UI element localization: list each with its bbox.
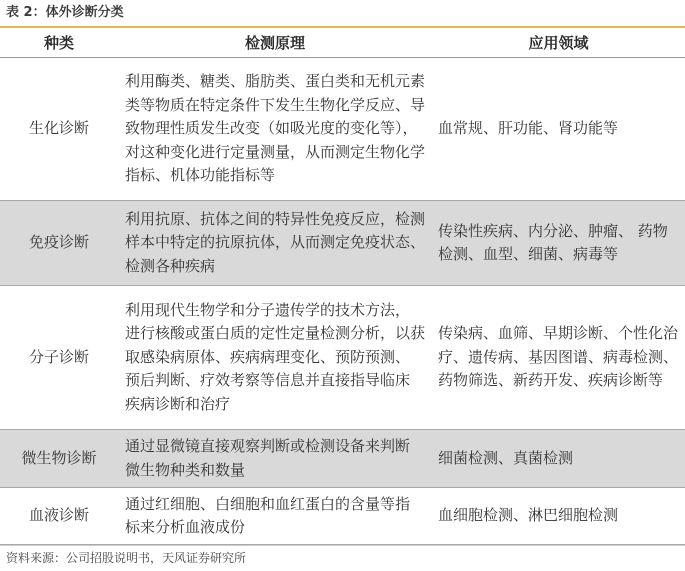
row-principle: 利用现代生物学和分子遗传学的技术方法， 进行核酸或蛋白质的定性定量检测分析，以获取感染病原体、疾病病理变化、预防预测、 预后判断、疗效考察等信息并直接指导临床 疾病诊断和治疗 — [118, 286, 432, 430]
ivd-classification-table — [0, 28, 685, 545]
row-application: 血常规、肝功能、肾功能等 — [432, 58, 685, 201]
source-note: 资料来源：公司招股说明书，天风证券研究所 — [6, 551, 247, 565]
row-principle: 通过红细胞、白细胞和血红蛋白的含量等指 标来分析血液成份 — [118, 488, 432, 545]
row-application: 传染病、血筛、早期诊断、个性化治疗、遗传病、基因图谱、病毒检测、药物筛选、新药开发、疾病诊断等 — [432, 286, 685, 430]
source-divider — [0, 545, 685, 546]
row-kind: 血液诊断 — [0, 488, 118, 545]
header-application: 应用领域 — [432, 28, 685, 58]
table-row — [0, 286, 685, 430]
row-principle: 利用酶类、糖类、脂肪类、蛋白类和无机元素类等物质在特定条件下发生生物化学反应、导致物理性质发生改变（如吸光度的变化等），对这种变化进行定量测量，从而测定生物化学指标、机体功能指标等 — [118, 58, 432, 201]
table-row — [0, 488, 685, 545]
table-row — [0, 430, 685, 488]
row-kind: 免疫诊断 — [0, 201, 118, 286]
table-header-row — [0, 28, 685, 58]
header-principle: 检测原理 — [118, 28, 432, 58]
table-row — [0, 201, 685, 286]
table-caption: 表 2：体外诊断分类 — [6, 5, 124, 20]
row-kind: 生化诊断 — [0, 58, 118, 201]
table-row — [0, 58, 685, 201]
row-application: 血细胞检测、淋巴细胞检测 — [432, 488, 685, 545]
header-kind: 种类 — [0, 28, 118, 58]
row-kind: 微生物诊断 — [0, 430, 118, 488]
row-application: 细菌检测、真菌检测 — [432, 430, 685, 488]
row-principle: 利用抗原、抗体之间的特异性免疫反应，检测样本中特定的抗原抗体，从而测定免疫状态、检测各种疾病 — [118, 201, 432, 286]
row-application: 传染性疾病、内分泌、肿瘤、 药物检测、血型、细菌、病毒等 — [432, 201, 685, 286]
row-kind: 分子诊断 — [0, 286, 118, 430]
row-principle: 通过显微镜直接观察判断或检测设备来判断 微生物种类和数量 — [118, 430, 432, 488]
